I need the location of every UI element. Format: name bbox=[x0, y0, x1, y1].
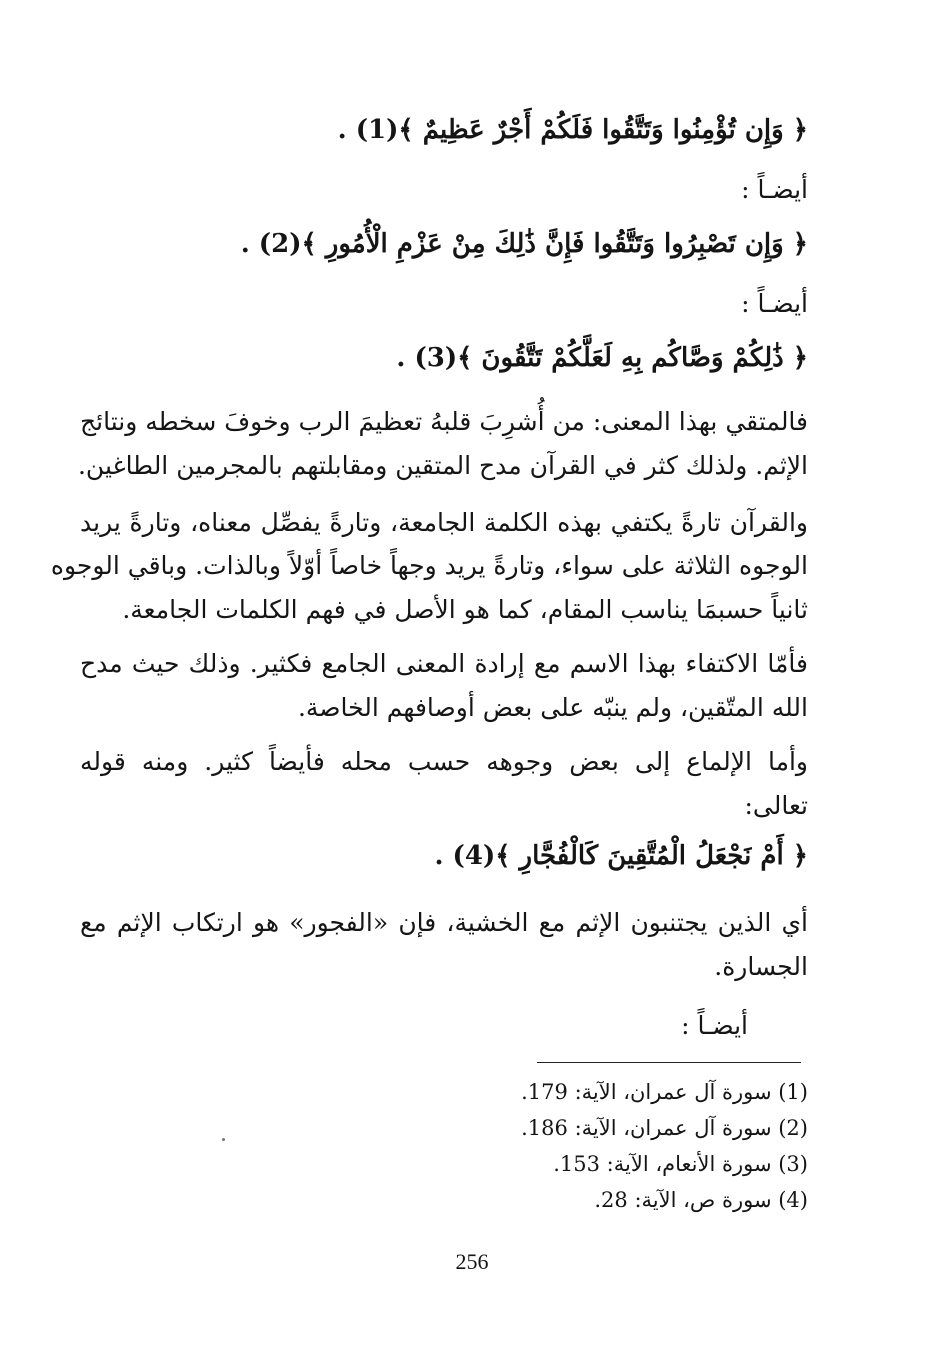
label-also-2: أيضـاً : bbox=[741, 289, 808, 318]
paragraph-2-line-1: والقرآن تارةً يكتفي بهذه الكلمة الجامعة، وتارةً يفصِّل معناه، وتارةً يريد bbox=[80, 508, 808, 537]
paragraph-5-line-2: الجسارة. bbox=[714, 952, 808, 981]
quran-verse-1: ﴿ وَإِن تُؤْمِنُوا وَتَتَّقُوا فَلَكُمْ أَجْرٌ عَظِيمٌ ﴾(1) . bbox=[337, 115, 808, 145]
paragraph-2-line-2: الوجوه الثلاثة على سواء، وتارةً يريد وجهاً خاصاً أوّلاً وبالذات. وباقي الوجوه bbox=[50, 551, 808, 580]
paragraph-4-line-2: تعالى: bbox=[744, 791, 808, 820]
quran-verse-3: ﴿ ذَٰلِكُمْ وَصَّاكُم بِهِ لَعَلَّكُمْ تَتَّقُونَ ﴾(3) . bbox=[396, 343, 808, 373]
label-also-3: أيضـاً : bbox=[681, 1011, 748, 1040]
page-number: 256 bbox=[455, 1249, 489, 1274]
paragraph-3-line-1: فأمّا الاكتفاء بهذا الاسم مع إرادة المعنى الجامع فكثير. وذلك حيث مدح bbox=[80, 649, 808, 678]
paragraph-4-line-1: وأما الإلماع إلى بعض وجوهه حسب محله فأيضاً كثير. ومنه قوله bbox=[80, 747, 808, 776]
paragraph-1-line-1: فالمتقي بهذا المعنى: من أُشرِبَ قلبهُ تعظيمَ الرب وخوفَ سخطه ونتائج bbox=[80, 407, 808, 436]
scan-speck bbox=[222, 1138, 225, 1141]
quran-verse-2: ﴿ وَإِن تَصْبِرُوا وَتَتَّقُوا فَإِنَّ ذَٰلِكَ مِنْ عَزْمِ الْأُمُورِ ﴾(2) . bbox=[240, 229, 808, 259]
paragraph-1-line-2: الإثم. ولذلك كثر في القرآن مدح المتقين ومقابلتهم بالمجرمين الطاغين. bbox=[77, 451, 808, 480]
footnote-separator bbox=[537, 1062, 801, 1063]
footnote-2: (2) سورة آل عمران، الآية: 186. bbox=[521, 1116, 808, 1140]
footnote-3: (3) سورة الأنعام، الآية: 153. bbox=[553, 1152, 808, 1176]
footnote-1: (1) سورة آل عمران، الآية: 179. bbox=[521, 1080, 808, 1104]
quran-verse-4: ﴿ أَمْ نَجْعَلُ الْمُتَّقِينَ كَالْفُجَّارِ ﴾(4) . bbox=[434, 841, 808, 871]
paragraph-5-line-1: أي الذين يجتنبون الإثم مع الخشية، فإن «الفجور» هو ارتكاب الإثم مع bbox=[80, 908, 808, 937]
footnote-4: (4) سورة ص، الآية: 28. bbox=[594, 1188, 808, 1212]
paragraph-2-line-3: ثانياً حسبمَا يناسب المقام، كما هو الأصل في فهم الكلمات الجامعة. bbox=[122, 595, 808, 624]
label-also-1: أيضـاً : bbox=[741, 175, 808, 204]
paragraph-3-line-2: الله المتّقين، ولم ينبّه على بعض أوصافهم الخاصة. bbox=[297, 693, 808, 722]
